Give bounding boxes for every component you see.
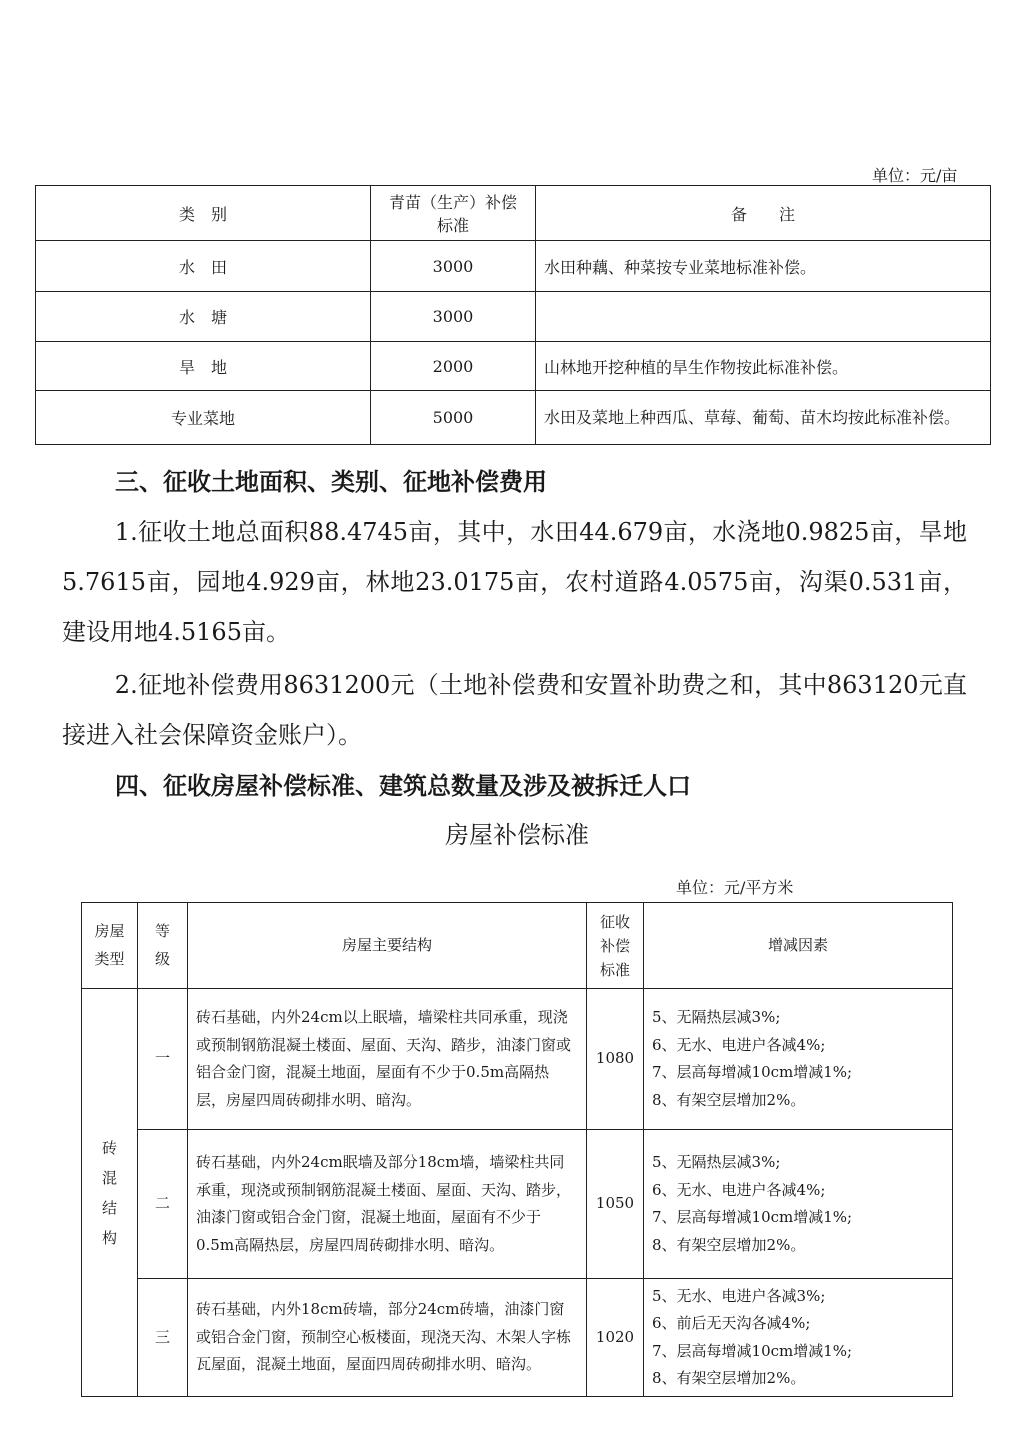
table-row bbox=[36, 391, 991, 445]
section3-heading: 三、征收土地面积、类别、征地补偿费用 bbox=[115, 467, 547, 496]
standard: 3000 bbox=[371, 292, 536, 342]
table2-title: 房屋补偿标准 bbox=[445, 821, 589, 849]
factor: 8、有架空层增加2%。 bbox=[652, 1090, 806, 1109]
note bbox=[536, 292, 991, 342]
section4-heading: 四、征收房屋补偿标准、建筑总数量及涉及被拆迁人口 bbox=[115, 771, 691, 800]
table-row bbox=[36, 342, 991, 391]
section3-paragraph-1: 1.征收土地总面积88.4745亩，其中，水田44.679亩，水浇地0.9825亩，旱地5.7615亩，园地4.929亩，林地23.0175亩，农村道路4.0575亩，沟渠0.531亩，建设用地4.5165亩。 bbox=[62, 518, 967, 646]
header-factors: 增减因素 bbox=[644, 903, 953, 989]
table-row bbox=[82, 1279, 953, 1397]
factor: 5、无隔热层减3%; bbox=[652, 1008, 781, 1026]
header-category: 类 别 bbox=[36, 186, 371, 241]
header-standard: 青苗（生产）补偿标准 bbox=[371, 186, 536, 241]
standard: 1050 bbox=[587, 1130, 644, 1279]
table-row bbox=[82, 989, 953, 1130]
category: 水 田 bbox=[36, 241, 371, 292]
header-structure: 房屋主要结构 bbox=[188, 903, 587, 989]
factor: 6、前后无天沟各减4%; bbox=[652, 1314, 811, 1332]
table-row bbox=[36, 292, 991, 342]
factor: 7、层高每增减10cm增减1%; bbox=[652, 1208, 853, 1226]
standard: 1020 bbox=[587, 1279, 644, 1397]
table-row bbox=[82, 1130, 953, 1279]
factor: 7、层高每增减10cm增减1%; bbox=[652, 1063, 853, 1081]
factor: 5、无水、电进户各减3%; bbox=[652, 1286, 826, 1305]
seedling-compensation-table bbox=[35, 185, 991, 445]
structure: 砖石基础，内外24cm眠墙及部分18cm墙，墙梁柱共同承重，现浇或预制钢筋混凝土楼面、屋面、天沟、踏步，油漆门窗或铝合金门窗，混凝土地面，屋面有不少于0.5m高隔热层，房屋四周砖砌排水明、暗沟。 bbox=[188, 1130, 587, 1279]
header-note: 备 注 bbox=[536, 186, 991, 241]
section3-paragraph-2: 2.征地补偿费用8631200元（土地补偿费和安置补助费之和，其中863120元直接进入社会保障资金账户）。 bbox=[62, 671, 967, 749]
factor: 6、无水、电进户各减4%; bbox=[652, 1180, 826, 1199]
grade: 三 bbox=[138, 1279, 188, 1397]
factors bbox=[644, 989, 953, 1130]
category: 旱 地 bbox=[36, 342, 371, 391]
standard: 1080 bbox=[587, 989, 644, 1130]
note: 山林地开挖种植的旱生作物按此标准补偿。 bbox=[536, 342, 991, 391]
factor: 8、有架空层增加2%。 bbox=[652, 1369, 806, 1387]
house-type: 砖混结构 bbox=[82, 989, 138, 1397]
category: 水 塘 bbox=[36, 292, 371, 342]
header-grade: 等级 bbox=[138, 903, 188, 989]
structure: 砖石基础，内外18cm砖墙，部分24cm砖墙，油漆门窗或铝合金门窗，预制空心板楼面，现浇天沟、木架人字栋瓦屋面，混凝土地面，屋面四周砖砌排水明、暗沟。 bbox=[188, 1279, 587, 1397]
standard: 3000 bbox=[371, 241, 536, 292]
factors bbox=[644, 1130, 953, 1279]
category: 专业菜地 bbox=[36, 391, 371, 445]
table2-unit: 单位：元/平方米 bbox=[676, 878, 794, 897]
header-house-type: 房屋类型 bbox=[82, 903, 138, 989]
structure: 砖石基础，内外24cm以上眠墙，墙梁柱共同承重，现浇或预制钢筋混凝土楼面、屋面、天沟、踏步，油漆门窗或铝合金门窗，混凝土地面，屋面有不少于0.5m高隔热层，房屋四周砖砌排水明、暗沟。 bbox=[188, 989, 587, 1130]
house-compensation-table bbox=[81, 902, 953, 1397]
factor: 8、有架空层增加2%。 bbox=[652, 1235, 806, 1254]
grade: 一 bbox=[138, 989, 188, 1130]
table1-unit: 单位：元/亩 bbox=[872, 166, 958, 185]
standard: 5000 bbox=[371, 391, 536, 445]
header-standard: 征收补偿标准 bbox=[587, 903, 644, 989]
table-row bbox=[36, 241, 991, 292]
note: 水田及菜地上种西瓜、草莓、葡萄、苗木均按此标准补偿。 bbox=[536, 391, 991, 445]
factor: 6、无水、电进户各减4%; bbox=[652, 1035, 826, 1054]
note: 水田种藕、种菜按专业菜地标准补偿。 bbox=[536, 241, 991, 292]
factor: 5、无隔热层减3%; bbox=[652, 1153, 781, 1171]
factors bbox=[644, 1279, 953, 1397]
grade: 二 bbox=[138, 1130, 188, 1279]
standard: 2000 bbox=[371, 342, 536, 391]
factor: 7、层高每增减10cm增减1%; bbox=[652, 1341, 853, 1360]
